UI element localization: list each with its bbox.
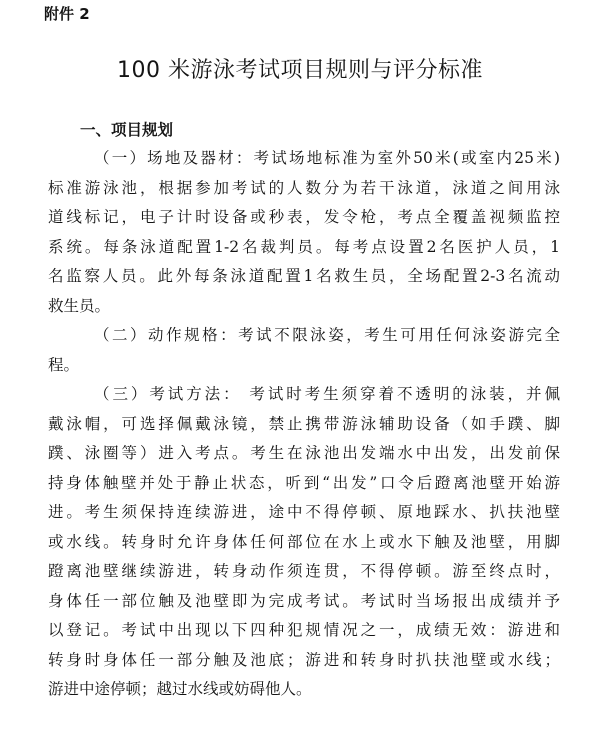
body-line: 救生员。	[48, 296, 111, 315]
body-line: 游进中途停顿；越过水线或妨碍他人。	[48, 680, 312, 698]
body-line: 进。考生须保持连续游进，途中不得停顿、原地踩水、扒扶池壁	[48, 503, 560, 521]
body-line: 转身时身体任一部分触及池底；游进和转身时扒扶池壁或水线；	[48, 650, 560, 669]
body-line: 标准游泳池，根据参加考试的人数分为若干泳道，泳道之间用泳	[48, 178, 560, 197]
body-line: 持身体触壁并处于静止状态，听到“出发”口令后蹬离池壁开始游	[48, 473, 560, 492]
body-line: （三）考试方法： 考试时考生须穿着不透明的泳装，并佩	[94, 385, 560, 403]
body-line: 系统。每条泳道配置1-2名裁判员。每考点设置2名医护人员，1	[48, 237, 560, 256]
section-heading: 一、项目规划	[80, 121, 174, 139]
body-line: 蹼、泳圈等）进入考点。考生在泳池出发端水中出发，出发前保	[48, 444, 560, 462]
body-line: （二）动作规格：考试不限泳姿，考生可用任何泳姿游完全	[94, 326, 560, 344]
body-line: （一）场地及器材：考试场地标准为室外50米(或室内25米)	[94, 149, 560, 167]
body-line: 道线标记，电子计时设备或秒表，发令枪，考点全覆盖视频监控	[48, 208, 560, 226]
body-line: 蹬离池壁继续游进，转身动作须连贯，不得停顿。游至终点时，	[48, 562, 560, 580]
body-line: 身体任一部位触及池壁即为完成考试。考试时当场报出成绩并予	[48, 591, 560, 610]
body-line: 或水线。转身时允许身体任何部位在水上或水下触及池壁，用脚	[48, 532, 560, 551]
attachment-label: 附件 2	[44, 5, 90, 23]
body-line: 程。	[48, 355, 80, 374]
body-line: 戴泳帽，可选择佩戴泳镜，禁止携带游泳辅助设备（如手蹼、脚	[48, 414, 560, 433]
body-line: 以登记。考试中出现以下四种犯规情况之一，成绩无效：游进和	[48, 621, 560, 639]
body-line: 名监察人员。此外每条泳道配置1名救生员，全场配置2-3名流动	[48, 267, 560, 285]
document-title: 100 米游泳考试项目规则与评分标准	[117, 58, 483, 83]
document-body	[48, 144, 560, 705]
